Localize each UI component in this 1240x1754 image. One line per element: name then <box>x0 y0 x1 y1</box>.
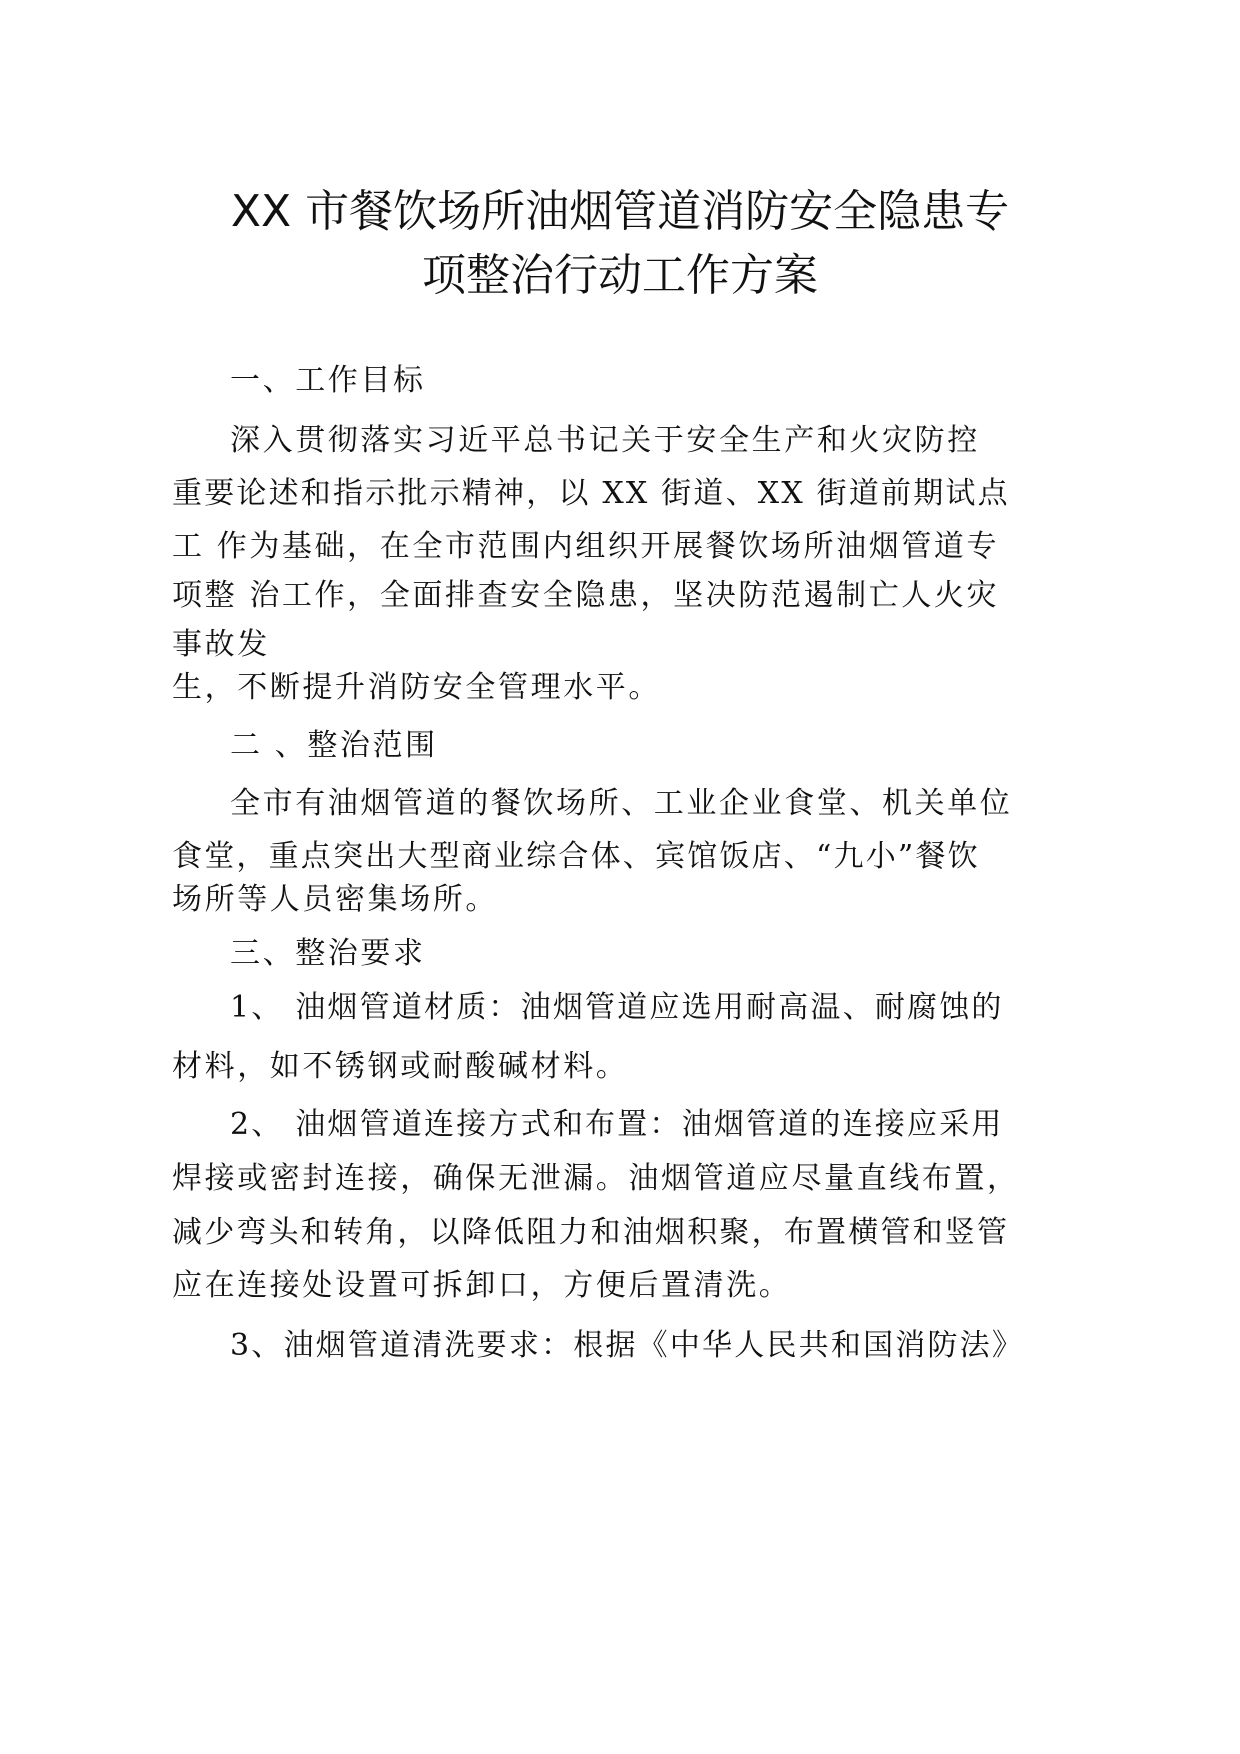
paragraph-line: 事故发 <box>172 627 270 662</box>
paragraph-line: 生，不断提升消防安全管理水平。 <box>172 670 661 705</box>
paragraph-line: 重要论述和指示批示精神，以 XX 街道、XX 街道前期试点 <box>172 476 1010 511</box>
paragraph-line: 3、油烟管道清洗要求：根据《中华人民共和国消防法》 <box>230 1328 1025 1363</box>
section-heading-requirements: 三、整治要求 <box>230 936 426 971</box>
paragraph-line: 材料，如不锈钢或耐酸碱材料。 <box>172 1049 629 1084</box>
paragraph-line: 2、 油烟管道连接方式和布置：油烟管道的连接应采用 <box>230 1107 1004 1142</box>
paragraph-line: 项整 治工作，全面排查安全隐患，坚决防范遏制亡人火灾 <box>172 578 1000 613</box>
document-title-line-2: 项整治行动工作方案 <box>422 250 818 301</box>
paragraph-line: 场所等人员密集场所。 <box>172 882 498 917</box>
paragraph-line: 全市有油烟管道的餐饮场所、工业企业食堂、机关单位 <box>230 786 1013 821</box>
paragraph-line: 深入贯彻落实习近平总书记关于安全生产和火灾防控 <box>230 423 980 458</box>
paragraph-line: 食堂，重点突出大型商业综合体、宾馆饭店、“九小”餐饮 <box>172 839 980 874</box>
section-heading-scope: 二 、整治范围 <box>230 728 438 763</box>
section-heading-goals: 一、工作目标 <box>230 363 426 398</box>
paragraph-line: 工 作为基础，在全市范围内组织开展餐饮场所油烟管道专 <box>172 529 1000 564</box>
document-title-line-1: XX 市餐饮场所油烟管道消防安全隐患专 <box>230 186 1010 237</box>
paragraph-line: 1、 油烟管道材质：油烟管道应选用耐高温、耐腐蚀的 <box>230 990 1004 1025</box>
paragraph-line: 应在连接处设置可拆卸口，方便后置清洗。 <box>172 1268 792 1303</box>
paragraph-line: 减少弯头和转角，以降低阻力和油烟积聚，布置横管和竖管 <box>172 1215 1010 1250</box>
paragraph-line: 焊接或密封连接，确保无泄漏。油烟管道应尽量直线布置， <box>172 1161 1020 1196</box>
